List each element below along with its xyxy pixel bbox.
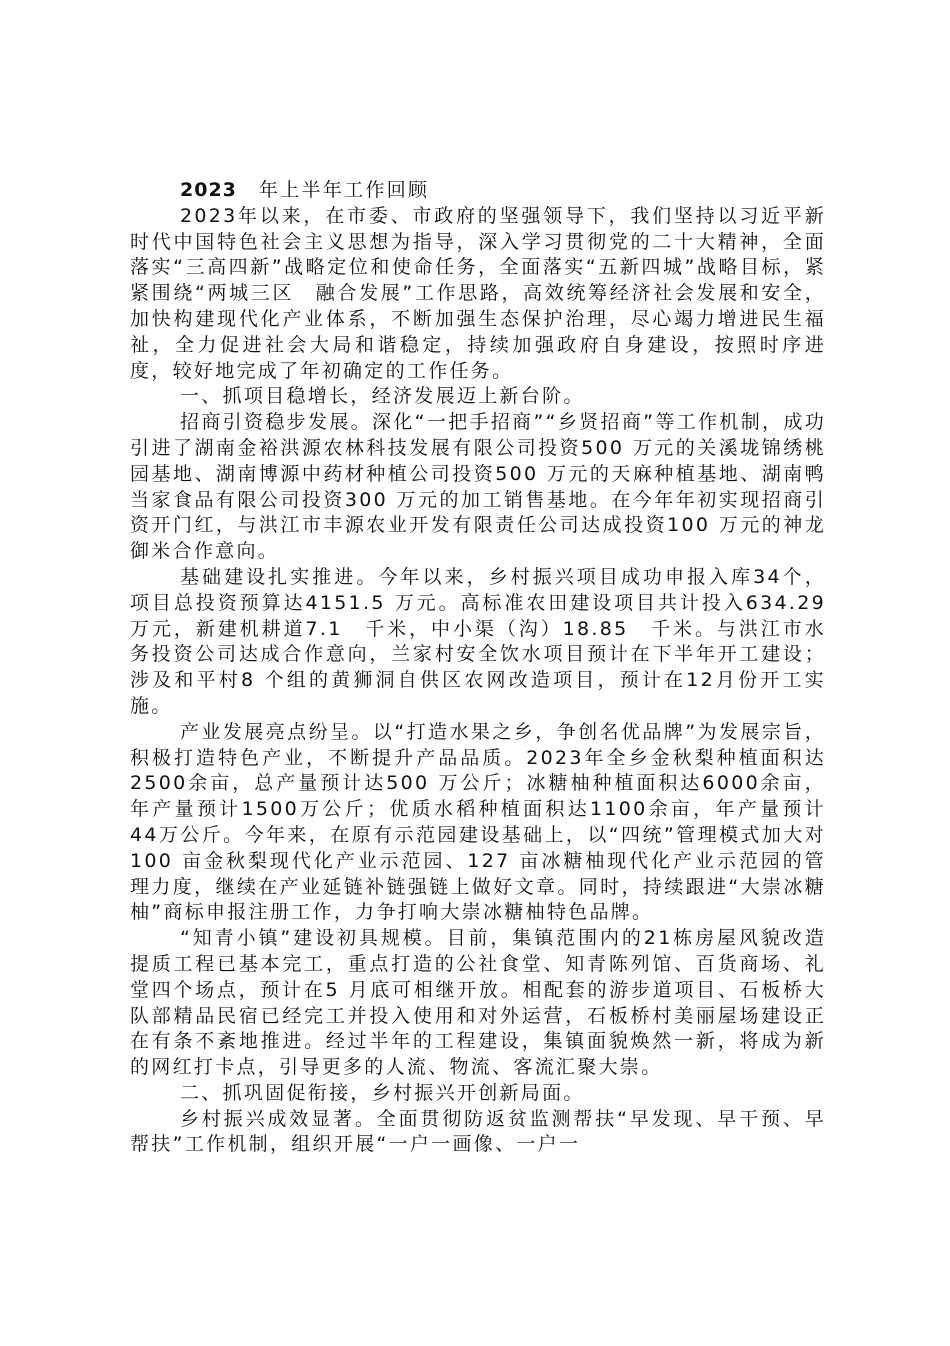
section-heading-1: 一、抓项目稳增长，经济发展迈上新台阶。 bbox=[180, 385, 585, 408]
paragraph-town: “知青小镇”建设初具规模。目前，集镇范围内的21栋房屋风貌改造提质工程已基本完工，重点打造的公社食堂、知青陈列馆、百货商场、礼堂四个场点，预计在5 月底可相继开放。相配套的游步道项目、石板桥大队部精品民宿已经完工并投入使用和对外运营，石板桥村美丽屋场建设正在有条不紊地推进。经过半年的工程建设，集镇面貌焕然一新，将成为新的网红打卡点，引导更多的人流、物流、客流汇聚大崇。 bbox=[130, 927, 826, 1079]
paragraph-industry: 产业发展亮点纷呈。以“打造水果之乡，争创名优品牌”为发展宗旨，积极打造特色产业，不断提升产品品质。2023年全乡金秋梨种植面积达2500余亩，总产量预计达500 万公斤；冰糖柚种植面积达6000余亩，年产量预计1500万公斤；优质水稻种植面积达1100余亩，年产量预计44万公斤。今年来，在原有示范园建设基础上，以“四统”管理模式加大对100 亩金秋梨现代化产业示范园、127 亩冰糖柚现代化产业示范园的管理力度，继续在产业延链补链强链上做好文章。同时，持续跟进“大崇冰糖柚”商标申报注册工作，力争打响大崇冰糖柚特色品牌。 bbox=[130, 720, 826, 924]
paragraph-intro: 2023年以来，在市委、市政府的坚强领导下，我们坚持以习近平新时代中国特色社会主义思想为指导，深入学习贯彻党的二十大精神，全面落实“三高四新”战略定位和使命任务，全面落实“五新四城”战略目标，紧紧围绕“两城三区 融合发展”工作思路，高效统筹经济社会发展和安全，加快构建现代化产业体系，不断加强生态保护治理，尽心竭力增进民生福祉，全力促进社会大局和谐稳定，持续加强政府自身建设，按照时序进度，较好地完成了年初确定的工作任务。 bbox=[130, 204, 826, 382]
document-title bbox=[130, 178, 826, 204]
paragraph-rural-revitalization: 乡村振兴成效显著。全面贯彻防返贫监测帮扶“早发现、早干预、早帮扶”工作机制，组织开展“一户一画像、一户一 bbox=[130, 1107, 826, 1156]
paragraph-infrastructure: 基础建设扎实推进。今年以来，乡村振兴项目成功申报入库34个，项目总投资预算达4151.5 万元。高标准农田建设项目共计投入634.29 万元，新建机耕道7.1 千米，中小渠（沟）18.85 千米。与洪江市水务投资公司达成合作意向，兰家村安全饮水项目预计在下半年开工建设；涉及和平村8 个组的黄狮洞自供区农网改造项目，预计在12月份开工实施。 bbox=[130, 565, 826, 717]
title-year: 2023 bbox=[180, 179, 237, 201]
document-body bbox=[130, 178, 826, 1158]
title-text: 年上半年工作回顾 bbox=[258, 179, 430, 201]
section-heading-2: 二、抓巩固促衔接，乡村振兴开创新局面。 bbox=[180, 1081, 585, 1104]
paragraph-investment: 招商引资稳步发展。深化“一把手招商”“乡贤招商”等工作机制，成功引进了湖南金裕洪源农林科技发展有限公司投资500 万元的关溪垅锦绣桃园基地、湖南博源中药材种植公司投资500 万元的天麻种植基地、湖南鸭当家食品有限公司投资300 万元的加工销售基地。在今年年初实现招商引资开门红，与洪江市丰源农业开发有限责任公司达成投资100 万元的神龙御米合作意向。 bbox=[130, 411, 826, 563]
